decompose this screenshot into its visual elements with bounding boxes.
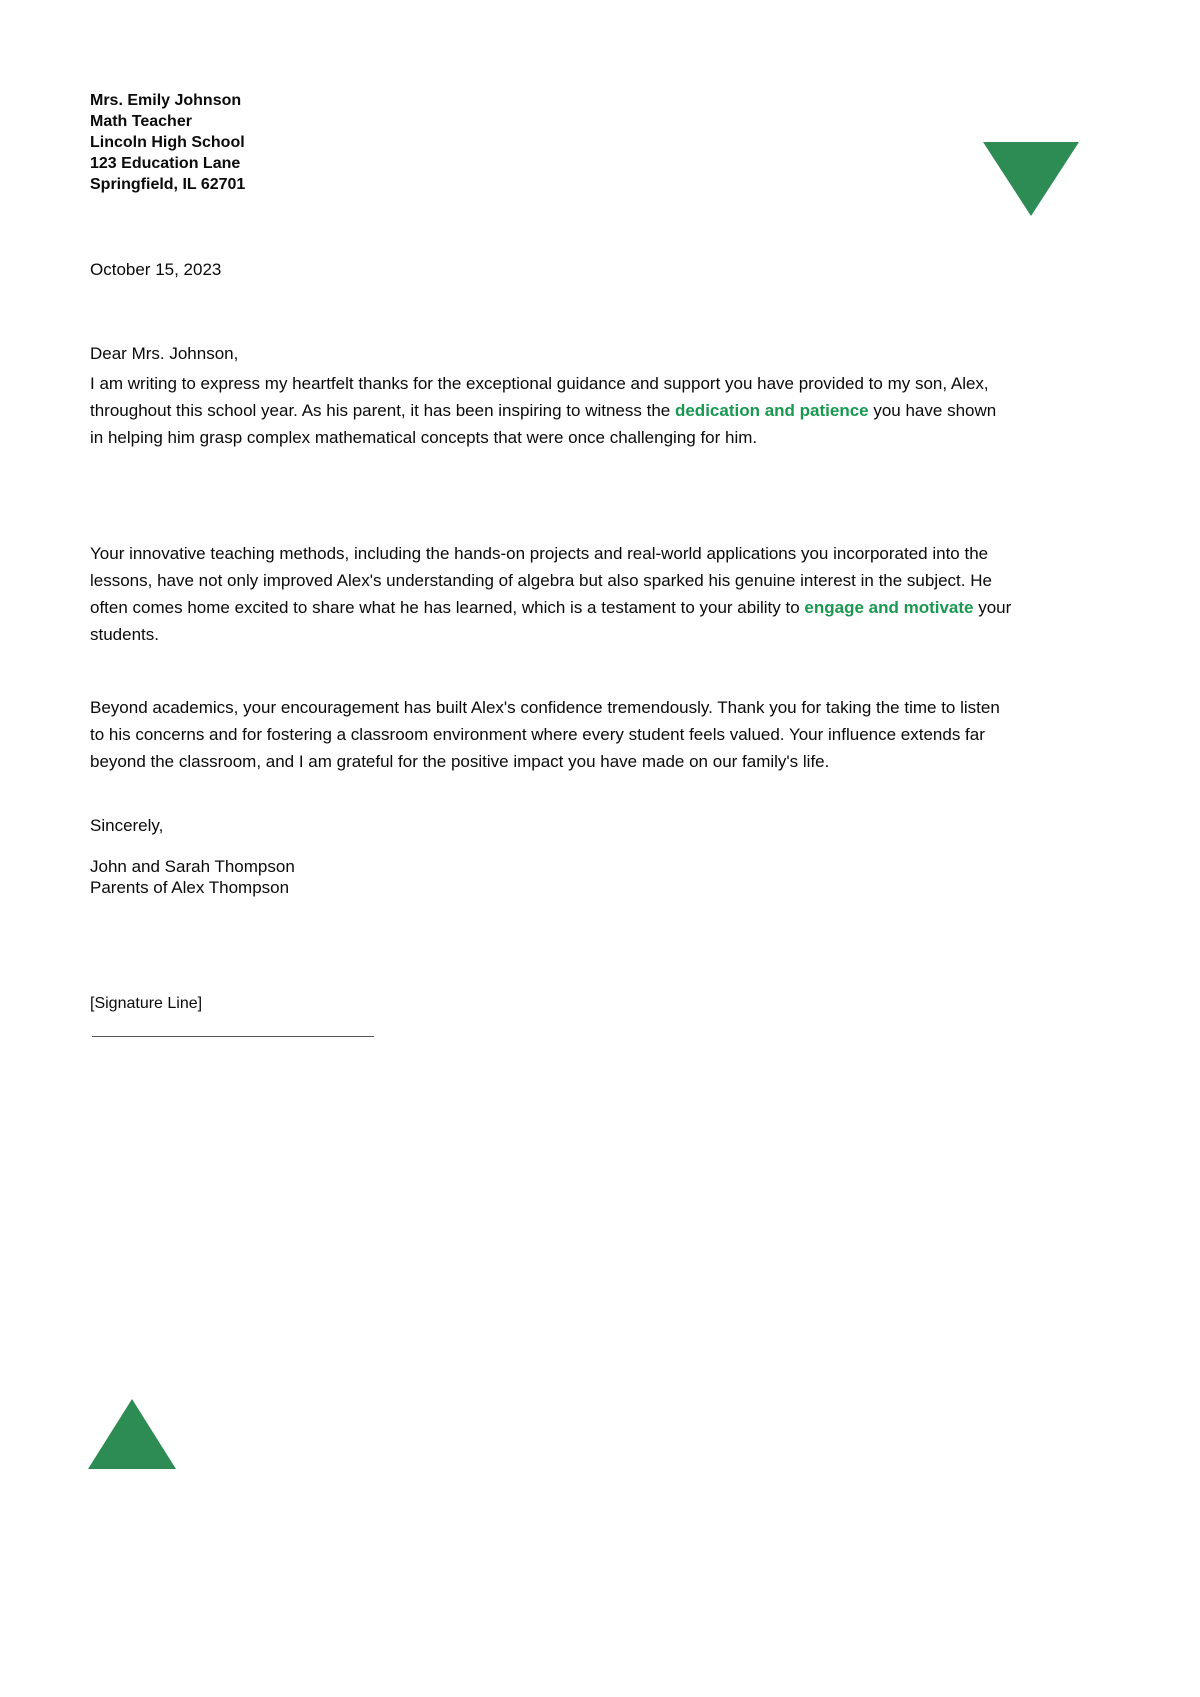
salutation: Dear Mrs. Johnson,	[90, 344, 239, 363]
sender-address-block	[90, 90, 245, 195]
sender-name: Mrs. Emily Johnson	[90, 92, 242, 109]
signature-line-label: [Signature Line]	[90, 995, 203, 1012]
signature-rule	[92, 1036, 374, 1037]
paragraph-text: you have shown in helping him grasp complex mathematical concepts that were once challenging for him.	[90, 401, 997, 447]
letter-date: October 15, 2023	[90, 260, 222, 279]
sender-school: Lincoln High School	[90, 134, 245, 151]
triangle-down-icon	[983, 142, 1079, 216]
paragraph-1	[90, 370, 1012, 451]
paragraph-2	[90, 540, 1012, 648]
paragraph-text: I am writing to express my heartfelt thanks for the exceptional guidance and support you have provided to my son, Alex, throughout this school year. As his parent, it has been inspiring to witness the	[90, 374, 989, 420]
sender-title: Math Teacher	[90, 113, 192, 130]
paragraph-3	[90, 694, 1012, 775]
paragraph-text: Your innovative teaching methods, including the hands-on projects and real-world applications you incorporated into the lessons, have not only improved Alex's understanding of algebra but also sparked his genuine interest in the subject. He often comes home excited to share what he has learned, which is a testament to your ability to	[90, 544, 992, 617]
signatory-names: John and Sarah Thompson	[90, 857, 295, 876]
valediction: Sincerely,	[90, 816, 164, 835]
paragraph-text: your students.	[90, 598, 1012, 644]
sender-city-state-zip: Springfield, IL 62701	[90, 176, 246, 193]
highlighted-phrase: dedication and patience	[674, 401, 869, 420]
signatory-block	[90, 856, 295, 898]
signatory-relation: Parents of Alex Thompson	[90, 878, 290, 897]
highlighted-phrase: engage and motivate	[804, 598, 974, 617]
triangle-up-icon	[88, 1399, 176, 1469]
paragraph-text: Beyond academics, your encouragement has built Alex's confidence tremendously. Thank you for taking the time to listen to his concerns and for fostering a classroom environment where every student feels valued. Your influence extends far beyond the classroom, and I am grateful for the positive impact you have made on our family's life.	[90, 698, 1000, 771]
sender-street: 123 Education Lane	[90, 155, 241, 172]
